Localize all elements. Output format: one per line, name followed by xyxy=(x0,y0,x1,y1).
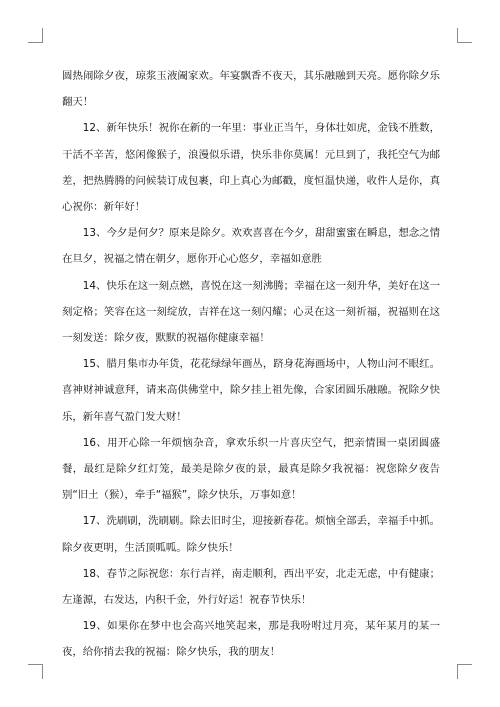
crop-mark-bottom-left xyxy=(28,664,43,679)
document-body xyxy=(62,63,440,666)
crop-mark-top-left xyxy=(28,28,43,43)
paragraph-15: 15、腊月集市办年货，花花绿绿年画丛，跻身花海画场中，人物山河不眼红。喜神财神诚意拜，请来高供佛堂中，除夕挂上祖先像，合家团圆乐融融。祝除夕快乐，新年喜气盈门发大财！ xyxy=(62,358,440,423)
paragraph-12: 12、新年快乐！祝你在新的一年里：事业正当午，身体壮如虎，金钱不胜数，干活不辛苦，悠闲像猴子，浪漫似乐谱，快乐非你莫属！元旦到了，我托空气为邮差，把热腾腾的问候装订成包裹，印上真心为邮戳，度恒温快递，收件人是你，真心祝你：新年好！ xyxy=(62,122,440,214)
paragraph-13: 13、今夕是何夕？原来是除夕。欢欢喜喜在今夕，甜甜蜜蜜在瞬息，想念之情在旦夕，祝福之情在朝夕，愿你开心心悠夕，幸福如意胜 xyxy=(62,227,440,266)
crop-mark-bottom-right xyxy=(457,664,472,679)
paragraph-19: 19、如果你在梦中也会高兴地笑起来，那是我吩咐过月亮，某年某月的某一夜，给你捎去我的祝福：除夕快乐，我的朋友！ xyxy=(62,620,440,659)
paragraph-18: 18、春节之际祝您：东行吉祥，南走顺利，西出平安，北走无虑，中有健康；左逢源，右发达，内积千金，外行好运！祝春节快乐！ xyxy=(62,567,440,607)
paragraph-16: 16、用开心除一年烦恼杂音，拿欢乐织一片喜庆空气，把亲情围一桌团圆盛餐，最红是除夕红灯笼，最美是除夕夜的景，最真是除夕我祝福：祝您除夕夜告别“旧土（猴），牵手“福猴”，除夕快乐，万事如意！ xyxy=(62,436,440,502)
crop-mark-top-right xyxy=(457,28,472,43)
paragraph-continuation: 圆热闹除夕夜，琼浆玉液阖家欢。年宴飘香不夜天，其乐融融到天亮。愿你除夕乐翻天！ xyxy=(62,70,440,109)
paragraph-17: 17、洗刷刷，洗刷刷。除去旧时尘，迎接新春花。烦恼全部丢，幸福手中抓。除夕夜更明，生活顶呱呱。除夕快乐！ xyxy=(62,515,440,554)
paragraph-14: 14、快乐在这一刻点燃，喜悦在这一刻沸腾；幸福在这一刻升华，美好在这一刻定格；笑容在这一刻绽放，吉祥在这一刻闪耀；心灵在这一刻祈福，祝福则在这一刻发送：除夕夜，默默的祝福你健康幸福！ xyxy=(62,279,440,345)
